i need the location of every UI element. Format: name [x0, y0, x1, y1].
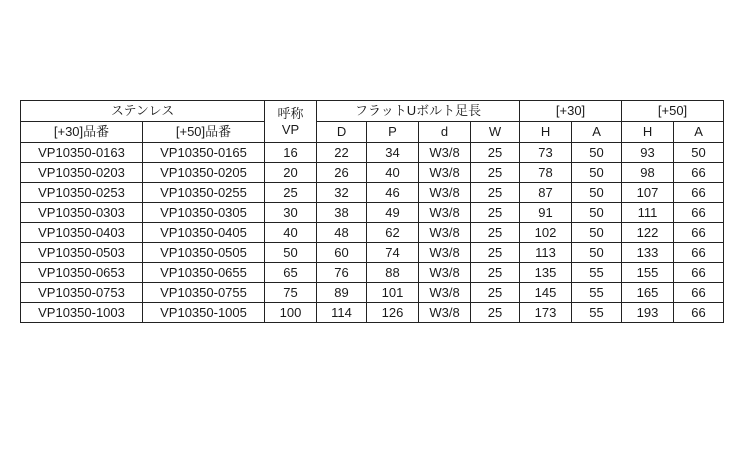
plus50-h-cell: 93	[622, 143, 674, 163]
table-row	[21, 303, 724, 323]
d-lower-cell: W3/8	[419, 263, 471, 283]
plus50-a-cell: 66	[674, 163, 724, 183]
p-cell: 49	[367, 203, 419, 223]
plus30-a-cell: 50	[572, 243, 622, 263]
table-row	[21, 163, 724, 183]
plus30-a-cell: 55	[572, 263, 622, 283]
plus50-a-cell: 66	[674, 203, 724, 223]
table-row	[21, 143, 724, 163]
d-lower-cell: W3/8	[419, 203, 471, 223]
plus50-part-number-cell: VP10350-0505	[143, 243, 265, 263]
flat-ubolt-group-header: フラットUボルト足長	[317, 101, 520, 122]
d-upper-cell: 60	[317, 243, 367, 263]
w-cell: 25	[471, 223, 520, 243]
plus30-a-cell: 55	[572, 283, 622, 303]
group-header-row	[21, 101, 724, 122]
plus50-h-cell: 193	[622, 303, 674, 323]
plus30-part-number-cell: VP10350-0303	[21, 203, 143, 223]
plus50-h-header: H	[622, 122, 674, 143]
d-lower-cell: W3/8	[419, 163, 471, 183]
p-cell: 62	[367, 223, 419, 243]
w-cell: 25	[471, 203, 520, 223]
d-upper-cell: 26	[317, 163, 367, 183]
plus50-h-cell: 133	[622, 243, 674, 263]
d-upper-cell: 114	[317, 303, 367, 323]
nominal-vp-cell: 40	[265, 223, 317, 243]
d-lower-cell: W3/8	[419, 243, 471, 263]
d-upper-header: D	[317, 122, 367, 143]
nominal-vp-cell: 50	[265, 243, 317, 263]
plus50-a-cell: 50	[674, 143, 724, 163]
nominal-vp-cell: 100	[265, 303, 317, 323]
w-cell: 25	[471, 263, 520, 283]
plus30-part-number-cell: VP10350-0753	[21, 283, 143, 303]
plus50-h-cell: 165	[622, 283, 674, 303]
plus50-part-number-cell: VP10350-0205	[143, 163, 265, 183]
d-lower-cell: W3/8	[419, 143, 471, 163]
spec-table	[20, 100, 724, 323]
plus50-part-number-cell: VP10350-0755	[143, 283, 265, 303]
nominal-vp-cell: 20	[265, 163, 317, 183]
plus50-part-number-cell: VP10350-1005	[143, 303, 265, 323]
plus30-part-number-cell: VP10350-0253	[21, 183, 143, 203]
plus30-a-cell: 50	[572, 183, 622, 203]
plus50-part-number-cell: VP10350-0655	[143, 263, 265, 283]
plus30-h-cell: 78	[520, 163, 572, 183]
w-cell: 25	[471, 163, 520, 183]
plus30-h-cell: 102	[520, 223, 572, 243]
p-cell: 74	[367, 243, 419, 263]
plus50-a-cell: 66	[674, 283, 724, 303]
plus50-group-header: [+50]	[622, 101, 724, 122]
plus50-a-cell: 66	[674, 303, 724, 323]
plus50-part-number-cell: VP10350-0165	[143, 143, 265, 163]
sub-header-row	[21, 122, 724, 143]
table-row	[21, 283, 724, 303]
plus50-h-cell: 155	[622, 263, 674, 283]
plus30-a-cell: 55	[572, 303, 622, 323]
p-cell: 46	[367, 183, 419, 203]
plus30-h-cell: 73	[520, 143, 572, 163]
p-cell: 88	[367, 263, 419, 283]
plus30-group-header: [+30]	[520, 101, 622, 122]
plus30-part-number-cell: VP10350-0403	[21, 223, 143, 243]
table-row	[21, 203, 724, 223]
nominal-header-line2: VP	[281, 121, 300, 137]
plus50-a-cell: 66	[674, 223, 724, 243]
plus30-h-cell: 135	[520, 263, 572, 283]
d-upper-cell: 76	[317, 263, 367, 283]
plus50-h-cell: 111	[622, 203, 674, 223]
plus30-part-number-cell: VP10350-0503	[21, 243, 143, 263]
d-upper-cell: 22	[317, 143, 367, 163]
plus50-part-number-cell: VP10350-0255	[143, 183, 265, 203]
plus30-part-number-cell: VP10350-0163	[21, 143, 143, 163]
plus50-h-cell: 98	[622, 163, 674, 183]
p-cell: 40	[367, 163, 419, 183]
d-lower-cell: W3/8	[419, 223, 471, 243]
nominal-vp-header	[265, 101, 317, 143]
d-lower-cell: W3/8	[419, 303, 471, 323]
p-cell: 101	[367, 283, 419, 303]
plus30-a-header: A	[572, 122, 622, 143]
d-upper-cell: 38	[317, 203, 367, 223]
plus30-a-cell: 50	[572, 223, 622, 243]
plus50-part-number-header: [+50]品番	[143, 122, 265, 143]
plus30-h-cell: 91	[520, 203, 572, 223]
nominal-vp-cell: 30	[265, 203, 317, 223]
table-row	[21, 223, 724, 243]
d-lower-cell: W3/8	[419, 183, 471, 203]
d-upper-cell: 48	[317, 223, 367, 243]
plus30-part-number-cell: VP10350-1003	[21, 303, 143, 323]
plus30-h-cell: 113	[520, 243, 572, 263]
plus50-h-cell: 107	[622, 183, 674, 203]
table-row	[21, 243, 724, 263]
d-lower-cell: W3/8	[419, 283, 471, 303]
nominal-vp-cell: 16	[265, 143, 317, 163]
plus30-h-header: H	[520, 122, 572, 143]
w-cell: 25	[471, 143, 520, 163]
plus50-h-cell: 122	[622, 223, 674, 243]
plus30-a-cell: 50	[572, 143, 622, 163]
nominal-vp-cell: 75	[265, 283, 317, 303]
plus30-a-cell: 50	[572, 163, 622, 183]
p-cell: 126	[367, 303, 419, 323]
nominal-vp-cell: 65	[265, 263, 317, 283]
plus30-h-cell: 145	[520, 283, 572, 303]
plus30-a-cell: 50	[572, 203, 622, 223]
stainless-group-header: ステンレス	[21, 101, 265, 122]
plus50-part-number-cell: VP10350-0305	[143, 203, 265, 223]
plus50-a-cell: 66	[674, 183, 724, 203]
plus30-part-number-cell: VP10350-0653	[21, 263, 143, 283]
plus30-part-number-cell: VP10350-0203	[21, 163, 143, 183]
d-upper-cell: 89	[317, 283, 367, 303]
plus50-a-cell: 66	[674, 243, 724, 263]
table-row	[21, 263, 724, 283]
plus50-a-header: A	[674, 122, 724, 143]
w-cell: 25	[471, 303, 520, 323]
w-cell: 25	[471, 243, 520, 263]
p-cell: 34	[367, 143, 419, 163]
d-lower-header: d	[419, 122, 471, 143]
plus50-a-cell: 66	[674, 263, 724, 283]
w-cell: 25	[471, 183, 520, 203]
plus30-part-number-header: [+30]品番	[21, 122, 143, 143]
d-upper-cell: 32	[317, 183, 367, 203]
data-rows	[21, 143, 724, 323]
plus50-part-number-cell: VP10350-0405	[143, 223, 265, 243]
nominal-vp-cell: 25	[265, 183, 317, 203]
plus30-h-cell: 173	[520, 303, 572, 323]
w-cell: 25	[471, 283, 520, 303]
w-header: W	[471, 122, 520, 143]
plus30-h-cell: 87	[520, 183, 572, 203]
table-row	[21, 183, 724, 203]
p-header: P	[367, 122, 419, 143]
nominal-header-line1: 呼称	[277, 105, 304, 121]
